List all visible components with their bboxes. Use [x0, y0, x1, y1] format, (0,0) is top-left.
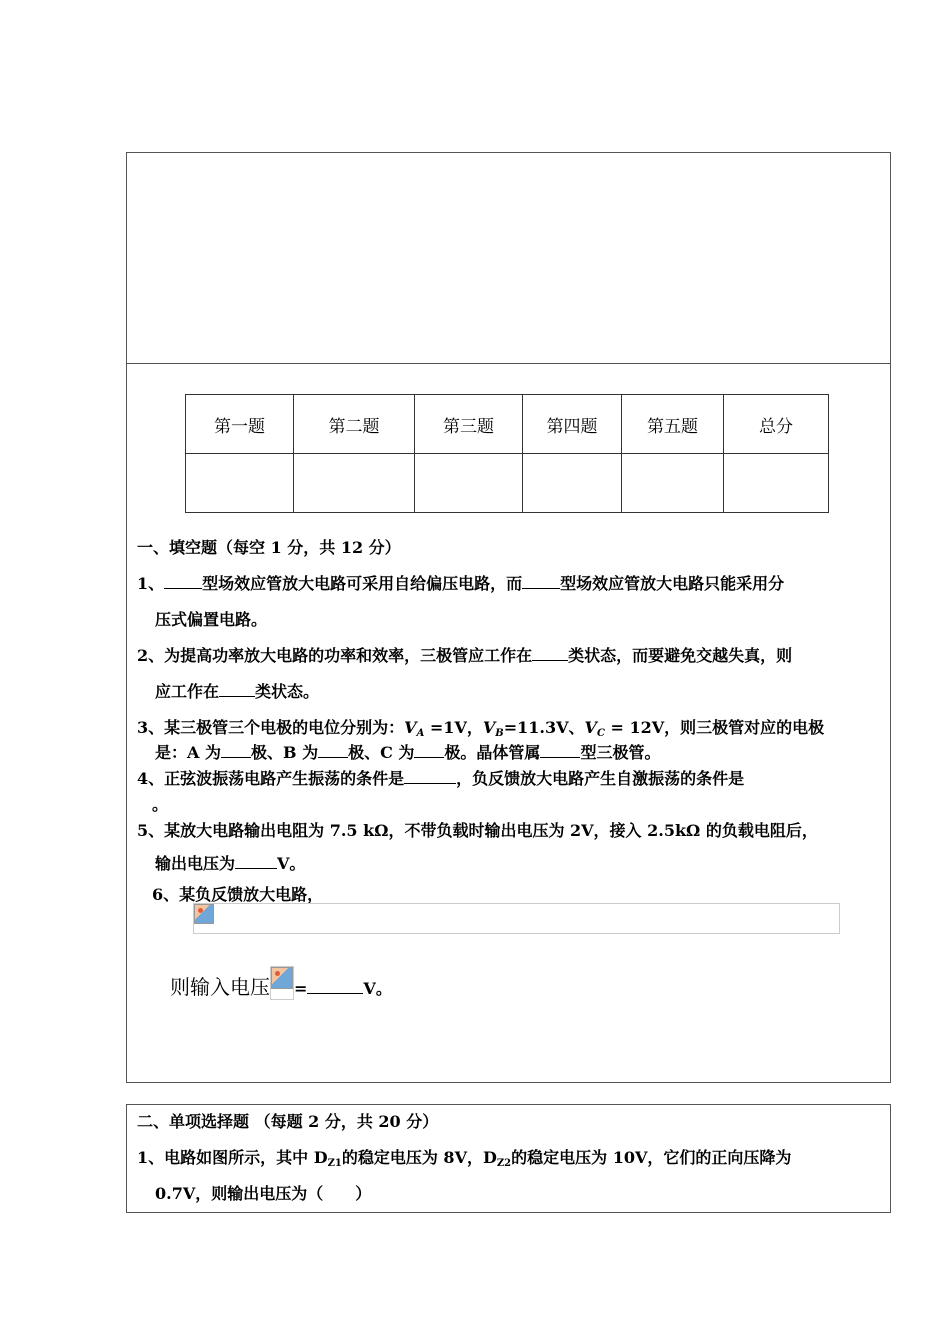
- q3-text-a: 3、某三极管三个电极的电位分别为：: [137, 718, 405, 737]
- score-header-cell: 第五题: [622, 395, 724, 454]
- va-symbol: V: [404, 718, 417, 737]
- q1-text-c: 型场效应管放大电路只能采用分: [560, 574, 785, 593]
- question-1-line2: 压式偏置电路。: [155, 610, 268, 629]
- answer-blank[interactable]: [404, 769, 456, 784]
- q6-unit: V。: [363, 979, 392, 998]
- va-subscript: A: [416, 728, 425, 739]
- va-value: =1V，: [424, 718, 483, 737]
- vc-value: = 12V，则三极管对应的电极: [604, 718, 825, 737]
- q5-text-b: 输出电压为: [155, 854, 236, 873]
- q6-equals: =: [294, 979, 308, 998]
- q3-text-b: 是：A 为: [155, 743, 221, 762]
- score-value-row: [186, 454, 829, 513]
- score-header-cell: 第三题: [415, 395, 523, 454]
- answer-blank[interactable]: [235, 854, 277, 869]
- q3-text-c: 极、B 为: [251, 743, 319, 762]
- section2-title: 二、单项选择题 （每题 2 分，共 20 分）: [137, 1112, 439, 1131]
- header-frame: [126, 152, 891, 364]
- section2-question-1-line2: 0.7V，则输出电压为（ ）: [155, 1184, 372, 1203]
- score-input-cell[interactable]: [523, 454, 622, 513]
- q2-text-c: 应工作在: [155, 682, 220, 701]
- vc-subscript: C: [596, 728, 605, 739]
- inline-image-placeholder: [270, 966, 294, 1000]
- score-input-cell[interactable]: [186, 454, 294, 513]
- image-icon: [271, 967, 293, 989]
- dz2-subscript: Z2: [496, 1158, 512, 1169]
- answer-blank[interactable]: [318, 743, 348, 758]
- s2q1-text-c: 的稳定电压为 10V，它们的正向压降为: [511, 1148, 792, 1167]
- vb-subscript: B: [495, 728, 504, 739]
- vc-symbol: V: [584, 718, 597, 737]
- q5-text-c: V。: [277, 854, 306, 873]
- q3-text-d: 极、C 为: [348, 743, 415, 762]
- answer-blank[interactable]: [219, 682, 255, 697]
- question-3: [137, 715, 824, 739]
- q2-text-b: 类状态，而要避免交越失真，则: [568, 646, 793, 665]
- score-header-cell: 总分: [724, 395, 829, 454]
- question-1: [137, 571, 784, 594]
- q3-text-e: 极。晶体管属: [444, 743, 541, 762]
- score-input-cell[interactable]: [294, 454, 415, 513]
- question-6: 6、某负反馈放大电路，: [152, 885, 324, 904]
- question-5: 5、某放大电路输出电阻为 7.5 kΩ，不带负载时输出电压为 2V，接入 2.5kΩ 的负载电阻后，: [137, 821, 818, 840]
- s2q1-text-a: 1、电路如图所示，其中 D: [137, 1148, 328, 1167]
- q2-text-d: 类状态。: [255, 682, 320, 701]
- question-5-line2: [155, 851, 305, 874]
- question-4: [137, 766, 744, 789]
- answer-blank[interactable]: [221, 743, 251, 758]
- score-input-cell[interactable]: [415, 454, 523, 513]
- question-4-line2: 。: [152, 795, 169, 814]
- image-icon: [194, 904, 214, 924]
- answer-blank[interactable]: [532, 646, 568, 661]
- broken-image-placeholder: [193, 903, 840, 934]
- vb-symbol: V: [482, 718, 496, 737]
- answer-blank[interactable]: [307, 979, 363, 994]
- score-header-cell: 第四题: [523, 395, 622, 454]
- question-3-line2: [155, 740, 660, 763]
- q1-number: 1、: [137, 574, 165, 593]
- q4-text-b: ，负反馈放大电路产生自激振荡的条件是: [456, 769, 745, 788]
- score-input-cell[interactable]: [622, 454, 724, 513]
- q4-text-a: 4、正弦波振荡电路产生振荡的条件是: [137, 769, 405, 788]
- score-header-cell: 第一题: [186, 395, 294, 454]
- section1-title: 一、填空题（每空 1 分，共 12 分）: [137, 538, 401, 557]
- question-2: [137, 643, 792, 666]
- score-table: [185, 394, 829, 513]
- answer-blank[interactable]: [522, 574, 560, 589]
- score-input-cell[interactable]: [724, 454, 829, 513]
- section2-question-1: [137, 1145, 791, 1169]
- answer-blank[interactable]: [414, 743, 444, 758]
- q6-text-b: 则输入电压: [170, 975, 270, 999]
- score-header-row: [186, 395, 829, 454]
- score-header-cell: 第二题: [294, 395, 415, 454]
- q1-text-b: 型场效应管放大电路可采用自给偏压电路，而: [202, 574, 523, 593]
- dz1-subscript: Z1: [327, 1158, 342, 1169]
- q2-text-a: 2、为提高功率放大电路的功率和效率，三极管应工作在: [137, 646, 533, 665]
- question-6-line2: [170, 966, 392, 1000]
- answer-blank[interactable]: [540, 743, 580, 758]
- question-2-line2: [155, 679, 319, 702]
- answer-blank[interactable]: [164, 574, 202, 589]
- q3-text-f: 型三极管。: [580, 743, 661, 762]
- vb-value: =11.3V、: [503, 718, 585, 737]
- s2q1-text-b: 的稳定电压为 8V，D: [341, 1148, 497, 1167]
